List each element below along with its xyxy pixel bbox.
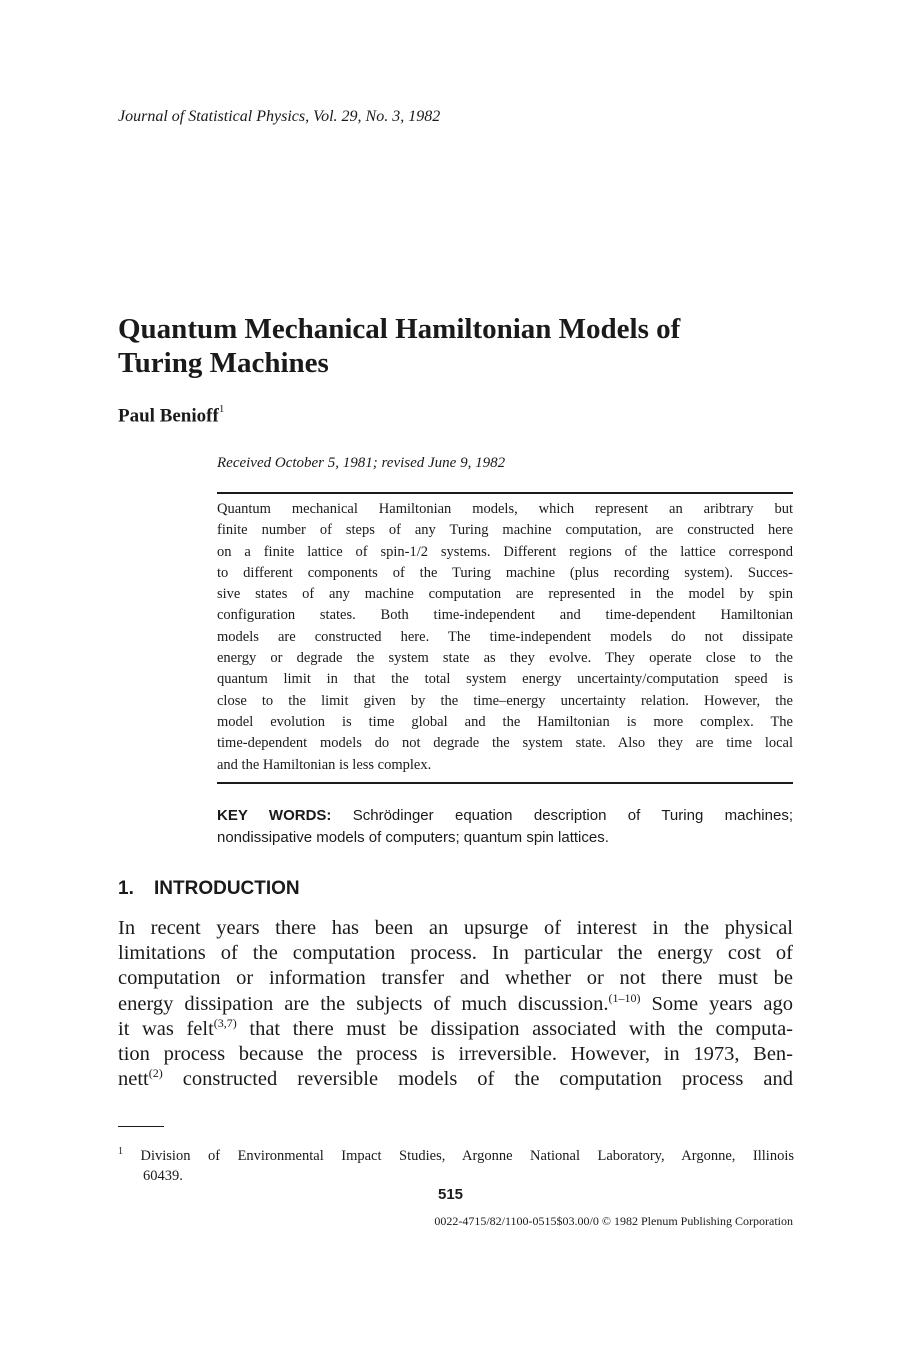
abstract-line: finite number of steps of any Turing machine computation, are constructed here xyxy=(217,522,793,539)
keywords-line-2: nondissipative models of computers; quantum spin lattices. xyxy=(217,829,609,846)
abstract-line: sive states of any machine computation are represented in the model by spin xyxy=(217,586,793,603)
abstract-line: on a finite lattice of spin-1/2 systems. Different regions of the lattice correspond xyxy=(217,543,793,560)
author-name: Paul Benioff xyxy=(118,405,219,427)
body-text-span: nett xyxy=(118,1068,149,1091)
abstract-line: Quantum mechanical Hamiltonian models, which represent an aribtrary but xyxy=(217,501,793,517)
body-text-span: that there must be dissipation associated with the computa- xyxy=(236,1017,793,1040)
body-text-span: it was felt xyxy=(118,1017,214,1040)
title-line-2: Turing Machines xyxy=(118,347,329,379)
body-text-span: energy dissipation are the subjects of much discussion. xyxy=(118,992,609,1015)
abstract-top-rule xyxy=(217,492,793,494)
footnote-line-2: 60439. xyxy=(143,1167,183,1184)
abstract-line: models are constructed here. The time-independent models do not dissipate xyxy=(217,628,793,645)
body-line: computation or information transfer and whether or not there must be xyxy=(118,967,793,990)
author-footnote-mark: 1 xyxy=(218,403,225,415)
footnote-line-1 xyxy=(118,1142,794,1166)
abstract-bottom-rule xyxy=(217,782,793,784)
received-dates: Received October 5, 1981; revised June 9, 1982 xyxy=(217,455,506,471)
section-title: INTRODUCTION xyxy=(154,878,300,899)
citation-ref: (3,7) xyxy=(213,1015,237,1030)
body-line: tion process because the process is irreversible. However, in 1973, Ben- xyxy=(118,1043,793,1066)
page-number: 515 xyxy=(437,1186,464,1203)
body-text xyxy=(118,916,793,1092)
abstract-line: model evolution is time global and the Hamiltonian is more complex. The xyxy=(217,713,793,730)
author xyxy=(118,405,224,427)
journal-citation: Journal of Statistical Physics, Vol. 29, No. 3, 1982 xyxy=(118,108,441,125)
abstract xyxy=(217,499,793,776)
section-number: 1. xyxy=(118,878,134,899)
citation-ref: (2) xyxy=(148,1066,163,1081)
body-line xyxy=(118,1067,793,1092)
abstract-line: time-dependent models do not degrade the system state. Also they are time local xyxy=(217,735,793,752)
body-line xyxy=(118,1017,793,1042)
body-line: limitations of the computation process. In particular the energy cost of xyxy=(118,942,793,965)
footnote-rule xyxy=(118,1126,164,1127)
body-text-span: constructed reversible models of the computation process and xyxy=(162,1068,793,1091)
keywords-text-1: Schrödinger equation description of Turing machines; xyxy=(352,807,793,824)
keywords-line-1 xyxy=(217,805,793,827)
abstract-line: and the Hamiltonian is less complex. xyxy=(217,756,432,773)
footnote xyxy=(118,1142,794,1186)
abstract-line: configuration states. Both time-independent and time-dependent Hamiltonian xyxy=(217,607,793,624)
keywords xyxy=(217,805,793,849)
abstract-line: to different components of the Turing machine (plus recording system). Succes- xyxy=(217,564,793,581)
keywords-label: KEY WORDS: xyxy=(217,807,332,824)
abstract-line: close to the limit given by the time–energy uncertainty relation. However, the xyxy=(217,692,793,709)
citation-ref: (1–10) xyxy=(608,990,641,1005)
body-text-span: Some years ago xyxy=(640,992,793,1015)
abstract-line: energy or degrade the system state as they evolve. They operate close to the xyxy=(217,650,793,667)
paper-title xyxy=(118,312,798,380)
body-line: In recent years there has been an upsurge of interest in the physical xyxy=(118,917,793,939)
abstract-line: quantum limit in that the total system energy uncertainty/computation speed is xyxy=(217,671,793,688)
title-line-1: Quantum Mechanical Hamiltonian Models of xyxy=(118,313,681,345)
section-heading xyxy=(118,878,300,900)
body-line xyxy=(118,992,793,1017)
footnote-mark: 1 xyxy=(118,1146,123,1157)
footnote-text: Division of Environmental Impact Studies, Argonne National Laboratory, Argonne, Illinois xyxy=(123,1147,794,1164)
copyright-line: 0022-4715/82/1100-0515$03.00/0 © 1982 Plenum Publishing Corporation xyxy=(434,1214,793,1228)
